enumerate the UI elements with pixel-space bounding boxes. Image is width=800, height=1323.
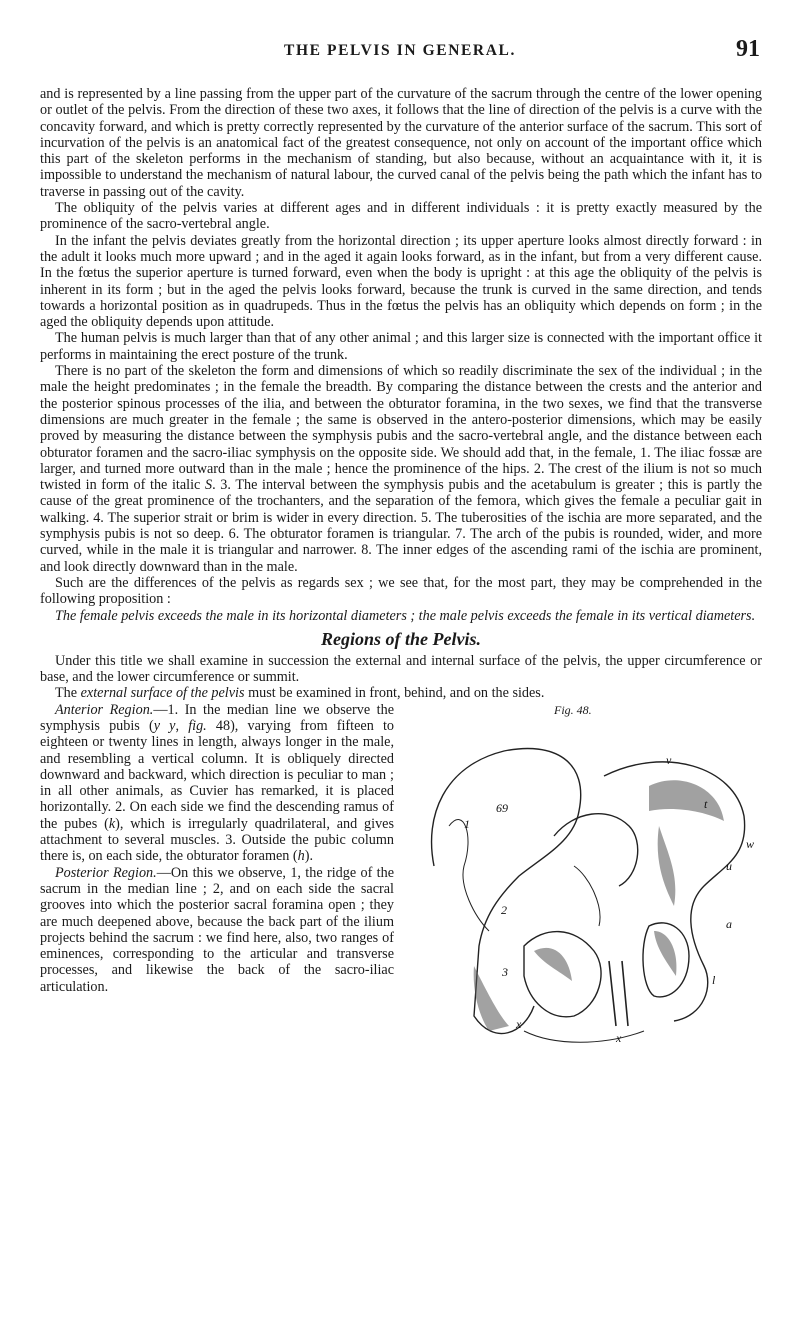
figure-48-pelvis [404, 702, 762, 1054]
text-run: The [55, 685, 78, 702]
fig-letter-w: w [746, 836, 755, 851]
text-run: must be examined in front, behind, and on the sides. [248, 685, 545, 702]
iliac-fossa-line [449, 816, 489, 930]
paragraph: The obliquity of the pelvis varies at different ages and in different individuals : it is pretty exactly measured by the prominence of the sacro-vertebral angle. [40, 200, 762, 233]
pectineal-line [574, 866, 600, 926]
italic-ref: h [297, 848, 305, 865]
paragraph: The human pelvis is much larger than that of any other animal ; and this larger size is connected with the important office it performs in maintaining the erect posture of the trunk. [40, 330, 762, 363]
italic-heading: Anterior Region. [55, 701, 154, 718]
running-head [40, 36, 760, 66]
fig-letter-x-left: x [516, 1016, 522, 1031]
italic-s: S [205, 477, 213, 494]
text-run: —On this we observe, 1, the ridge of the sacrum in the median line ; 2, and on each side the sacral grooves into which the posterior sacral foramina open ; they are much deepened above, because the back part of the ilium projects behind the sacrum : we find here, also, two ranges of eminences, corresponding to the articular and transverse processes, and likewise the back of the sacro-iliac articulation. [40, 864, 394, 995]
paragraph [40, 363, 762, 575]
paragraph: and is represented by a line passing from the upper part of the curvature of the sacrum through the centre of the lower opening or outlet of the pelvis. From the direction of these two axes, it follows that the line of direction of the pelvis is a curve with the concavity forward, and which is pretty correctly represented by the curvature of the anterior surface of the sacrum. This sort of incurvation of the pelvis is an anatomical fact of the greatest consequence, not only on account of the important office which this part of the skeleton performs in the mechanism of standing, but also because, without an acquaintance with it, it is impossible to understand the mechanism of natural labour, the curved canal of the pelvis being the path which the infant has to traverse in passing out of the cavity. [40, 86, 762, 200]
pelvic-brim [554, 813, 638, 885]
obturator-shading [534, 948, 572, 981]
fig-letter-1: 1 [464, 816, 470, 831]
fig-letter-a: a [726, 916, 732, 931]
pelvis-illustration [404, 716, 762, 1052]
text-run: ). [304, 848, 314, 865]
body-text [40, 86, 762, 1058]
paragraph [40, 685, 762, 701]
figure-label: Fig. 48. [554, 702, 592, 717]
italic-ref: k [108, 815, 116, 832]
paragraph: Under this title we shall examine in succession the external and internal surface of the pelvis, the upper circumference or base, and the lower circumference or summit. [40, 652, 762, 686]
symphysis-pubis [609, 961, 628, 1026]
paragraph: Such are the differences of the pelvis as regards sex ; we see that, for the most part, they may be comprehended in the following proposition : [40, 574, 762, 608]
running-title: THE PELVIS IN GENERAL. [284, 42, 516, 59]
fig-letter-3: 3 [502, 964, 508, 979]
fig-letter-2: 2 [501, 902, 507, 917]
text-run: There is no part of the skeleton the form and dimensions of which so readily discriminate the sex of the individual ; in the male the height predominates ; in the female the breadth. By comparing the distance between the crests and the anterior and the posterior spinous processes of the ilia, and between the obturator foramina, in the two sexes, we find that the transverse dimensions are much greater in the female ; the same is observed in the antero-posterior dimensions, which may be easily proved by measuring the distance between the symphysis pubis and the sacro-vertebral angle, and the distance between each obturator foramen and the sacro-iliac symphysis on the opposite side. We should add that, in the female, 1. The iliac fossæ are larger, and turned more outward than in the male ; hence the prominence of the hips. 2. The crest of the ilium is not so much twisted in form of the italic [40, 363, 762, 494]
section-title: Regions of the Pelvis. [321, 628, 481, 649]
fig-letter-x-right: x [616, 1030, 622, 1045]
italic-heading: Posterior Region. [55, 864, 157, 881]
obturator-right-shading [654, 931, 677, 976]
page-number: 91 [736, 36, 760, 62]
left-ilium-outline [432, 748, 581, 1033]
text-run: —1. In the median line we observe the symphysis pubis ( [40, 701, 395, 734]
fig-letter-v: v [666, 752, 672, 767]
pubic-arch [524, 1031, 644, 1042]
fig-letter-69: 69 [496, 800, 508, 815]
italic-ref: y y [153, 717, 176, 734]
sex-proposition: The female pelvis exceeds the male in its horizontal diameters ; the male pelvis exceeds the female in its vertical diameters. [55, 607, 756, 624]
fig-letter-t: t [704, 796, 708, 811]
fig-letter-u: u [726, 858, 732, 873]
text-run: , [175, 717, 189, 734]
italic-term: external surface of the pelvis [80, 685, 245, 702]
iliac-wall-shading [658, 826, 676, 906]
paragraph: In the infant the pelvis deviates greatly from the horizontal direction ; its upper aperture looks almost directly forward : in the adult it looks much more upward ; and in the aged it again looks forward, as in the infant, but from a very different cause. In the fœtus the superior aperture is turned forward, even when the body is upright : at this age the obliquity of the pelvis is inherent in its form ; but in the aged the pelvis looks forward, because the trunk is curved in the same direction, and tends towards a horizontal position as in quadrupeds. Thus in the fœtus the pelvis has an obliquity which depends on form ; in the aged the obliquity depends upon attitude. [40, 232, 762, 331]
text-run: ), which is irregularly quadrilateral, and gives attachment to several muscles. 3. Outside the pubic column there is, on each side, the obturator foramen ( [40, 815, 394, 865]
fig-letter-l: l [712, 972, 716, 987]
iliac-crest-shading [649, 780, 724, 821]
italic-fig: fig. [188, 717, 207, 734]
text-run: . 3. The interval between the symphysis pubis and the acetabulum is greater ; this is partly the cause of the great prominence of the trochanters, and the separation of the femora, which gives the female a peculiar gait in walking. 4. The superior strait or brim is wider in every direction. 5. The tuberosities of the ischia are more separated, and the symphysis pubis is not so deep. 6. The obturator foramen is triangular. 7. The arch of the pubis is rounded, wider, and more curved, while in the male it is triangular and narrower. 8. The inner edges of the ascending rami of the ischia are prominent, and look directly downward than in the male. [40, 477, 763, 575]
text-run: 48), varying from fifteen to eighteen or twenty lines in length, always longer in the male, and resembling a vertical column. It is obliquely directed downward and backward, which direction is peculiar to man ; in all other animals, as Cuvier has remarked, it is placed horizontally. 2. On each side we find the descending ramus of the pubes ( [40, 717, 394, 832]
